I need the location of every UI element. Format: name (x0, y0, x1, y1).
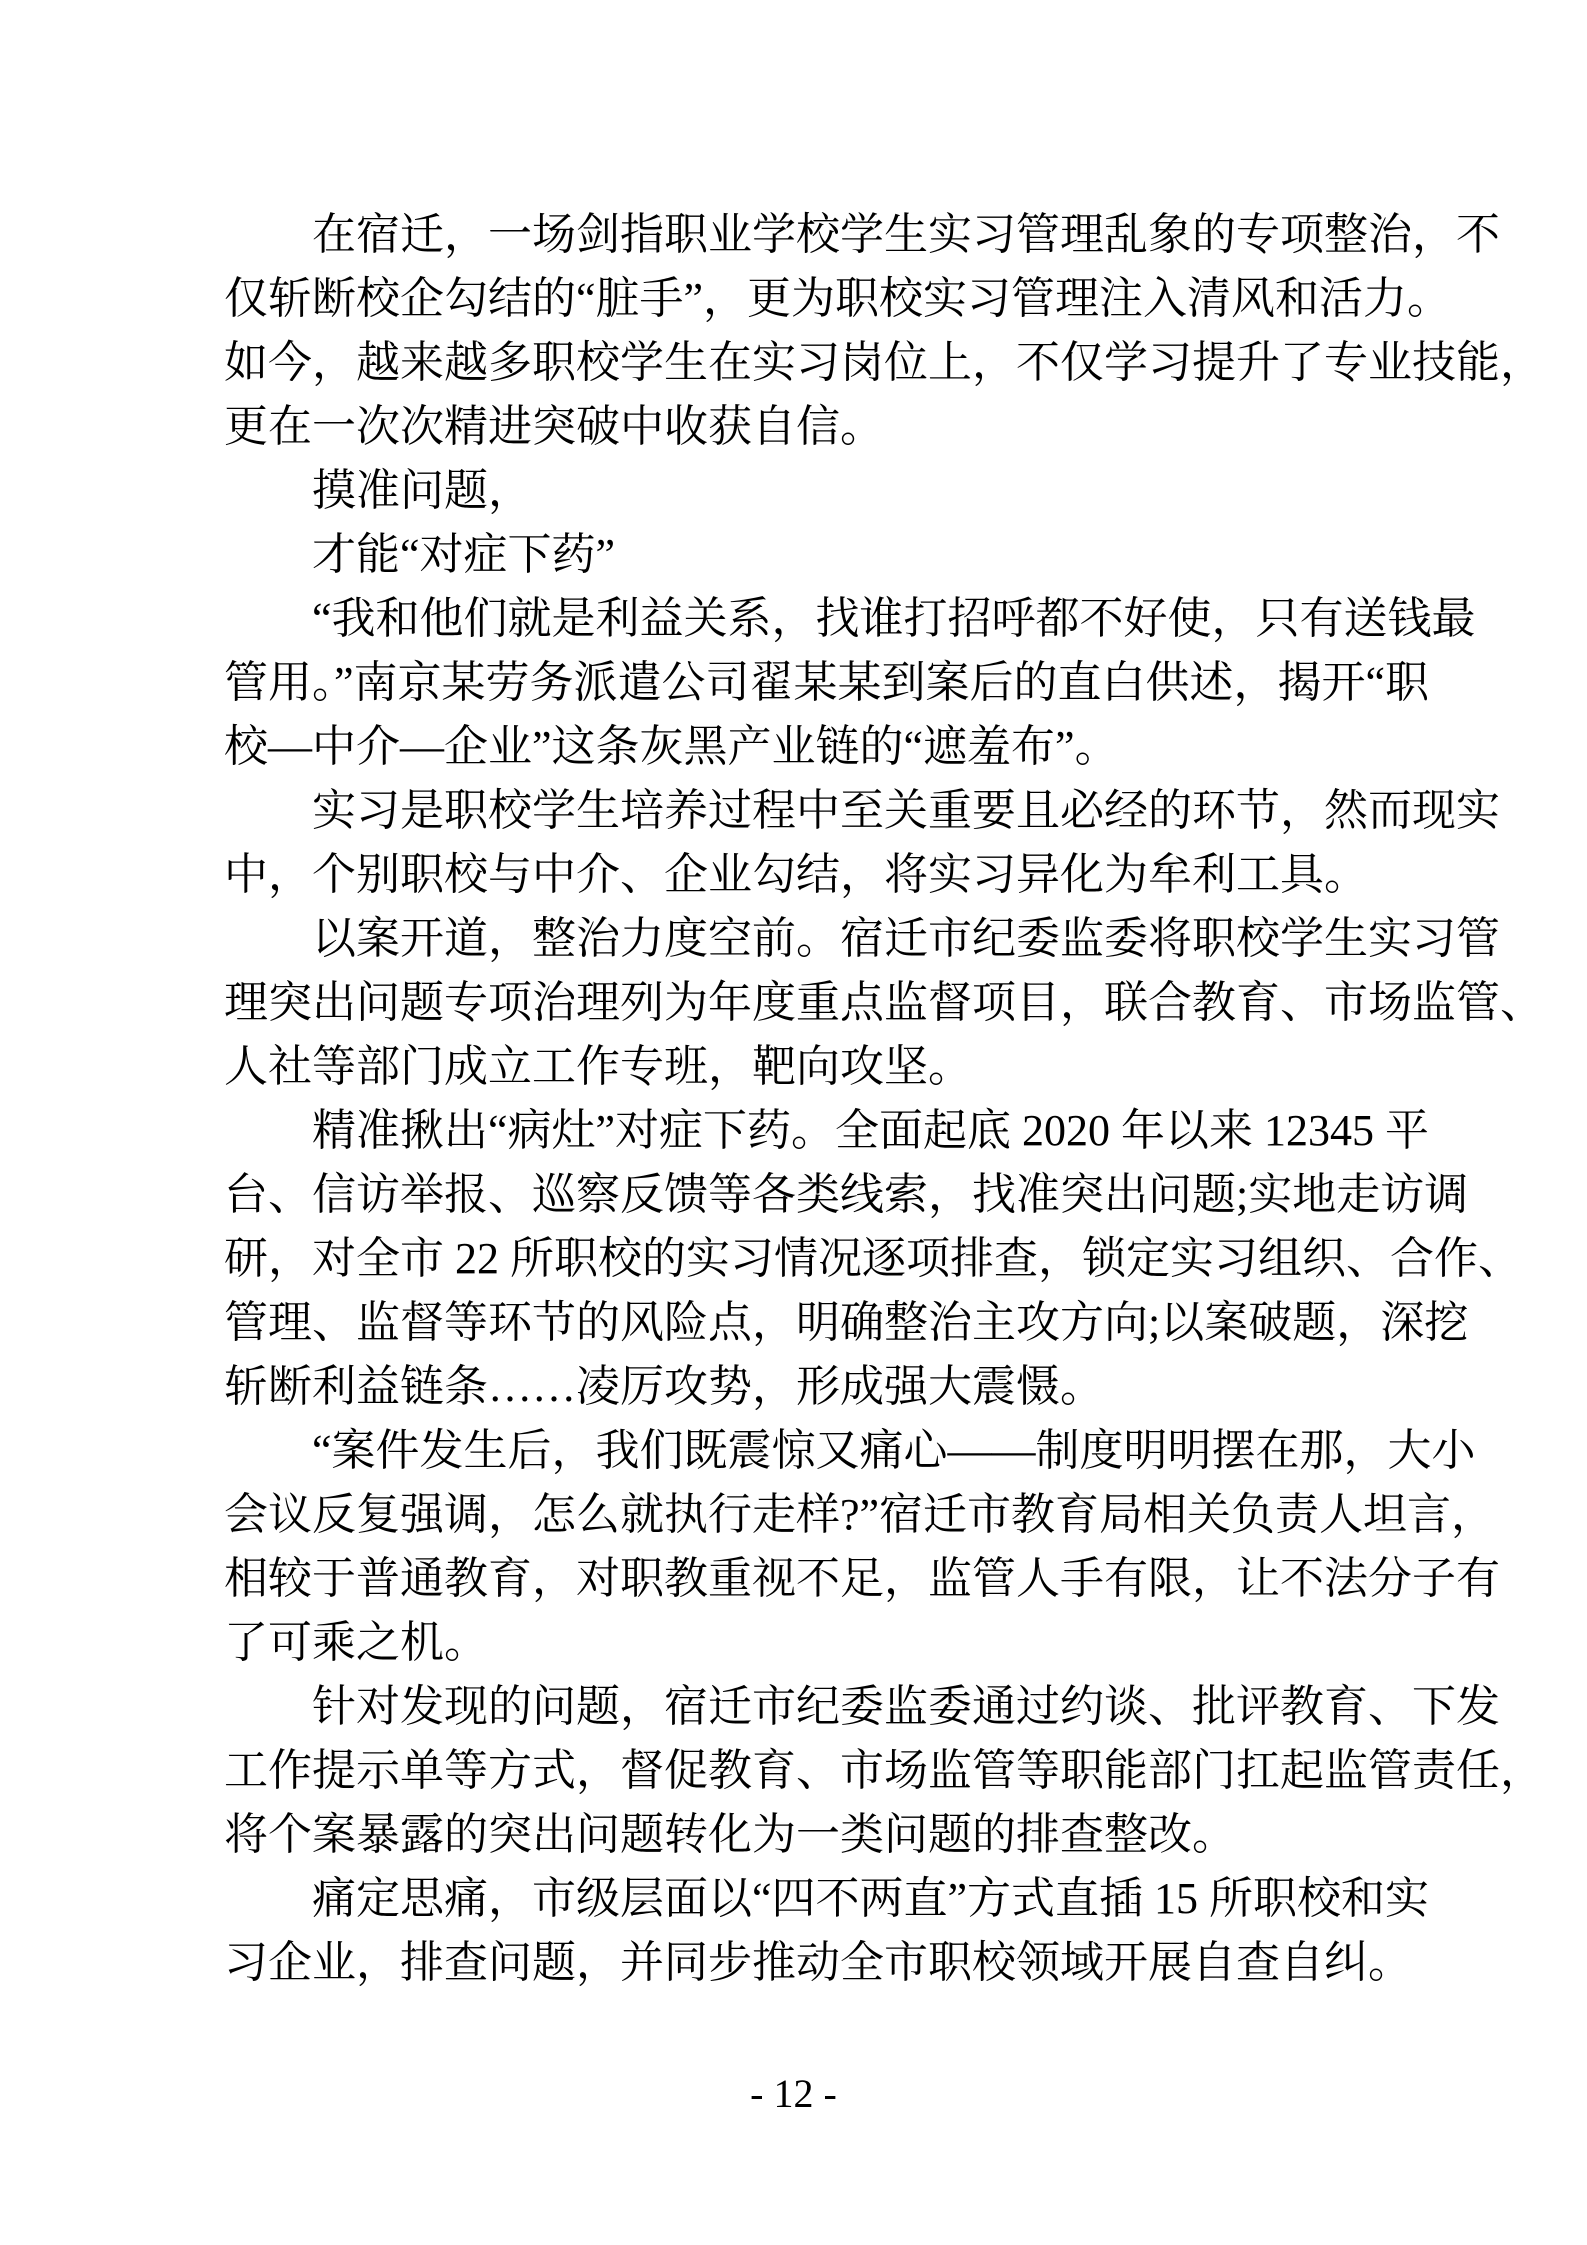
text-line: 实习是职校学生培养过程中至关重要且必经的环节，然而现实 (312, 786, 1500, 835)
text-line: 将个案暴露的突出问题转化为一类问题的排查整改。 (224, 1810, 1236, 1859)
text-line: 精准揪出“病灶”对症下药。全面起底 2020 年以来 12345 平 (312, 1106, 1430, 1155)
text-line: 痛定思痛，市级层面以“四不两直”方式直插 15 所职校和实 (312, 1874, 1430, 1923)
text-line: 中，个别职校与中介、企业勾结，将实习异化为牟利工具。 (224, 850, 1368, 899)
text-line: “我和他们就是利益关系，找谁打招呼都不好使，只有送钱最 (312, 594, 1476, 643)
text-line: 斩断利益链条……凌厉攻势，形成强大震慑。 (224, 1362, 1104, 1411)
text-line: 校—中介—企业”这条灰黑产业链的“遮羞布”。 (224, 722, 1119, 771)
text-line: 以案开道，整治力度空前。宿迁市纪委监委将职校学生实习管 (312, 914, 1500, 963)
text-line: 管理、监督等环节的风险点，明确整治主攻方向;以案破题，深挖 (224, 1298, 1469, 1347)
text-line: 台、信访举报、巡察反馈等各类线索，找准突出问题;实地走访调 (224, 1170, 1469, 1219)
text-line: 研，对全市 22 所职校的实习情况逐项排查，锁定实习组织、合作、 (224, 1234, 1522, 1283)
text-line: 管用。”南京某劳务派遣公司翟某某到案后的直白供述，揭开“职 (224, 658, 1430, 707)
document-body (224, 203, 1544, 1995)
text-line: 理突出问题专项治理列为年度重点监督项目，联合教育、市场监管、 (224, 978, 1544, 1027)
page-number: - 12 - (750, 2071, 837, 2116)
text-line: 人社等部门成立工作专班，靶向攻坚。 (224, 1042, 972, 1091)
text-line: “案件发生后，我们既震惊又痛心——制度明明摆在那，大小 (312, 1426, 1476, 1475)
text-line: 更在一次次精进突破中收获自信。 (224, 402, 884, 451)
text-line: 在宿迁，一场剑指职业学校学生实习管理乱象的专项整治，不 (312, 210, 1500, 259)
text-line: 相较于普通教育，对职教重视不足，监管人手有限，让不法分子有 (224, 1554, 1500, 1603)
text-line: 了可乘之机。 (224, 1618, 488, 1667)
text-line: 如今，越来越多职校学生在实习岗位上，不仅学习提升了专业技能， (224, 338, 1544, 387)
text-line: 工作提示单等方式，督促教育、市场监管等职能部门扛起监管责任， (224, 1746, 1544, 1795)
text-line: 摸准问题， (312, 466, 532, 515)
text-line: 习企业，排查问题，并同步推动全市职校领域开展自查自纠。 (224, 1938, 1412, 1987)
text-line: 针对发现的问题，宿迁市纪委监委通过约谈、批评教育、下发 (312, 1682, 1500, 1731)
text-line: 才能“对症下药” (312, 530, 616, 579)
text-line: 会议反复强调，怎么就执行走样?”宿迁市教育局相关负责人坦言， (224, 1490, 1496, 1539)
text-line: 仅斩断校企勾结的“脏手”，更为职校实习管理注入清风和活力。 (224, 274, 1452, 323)
